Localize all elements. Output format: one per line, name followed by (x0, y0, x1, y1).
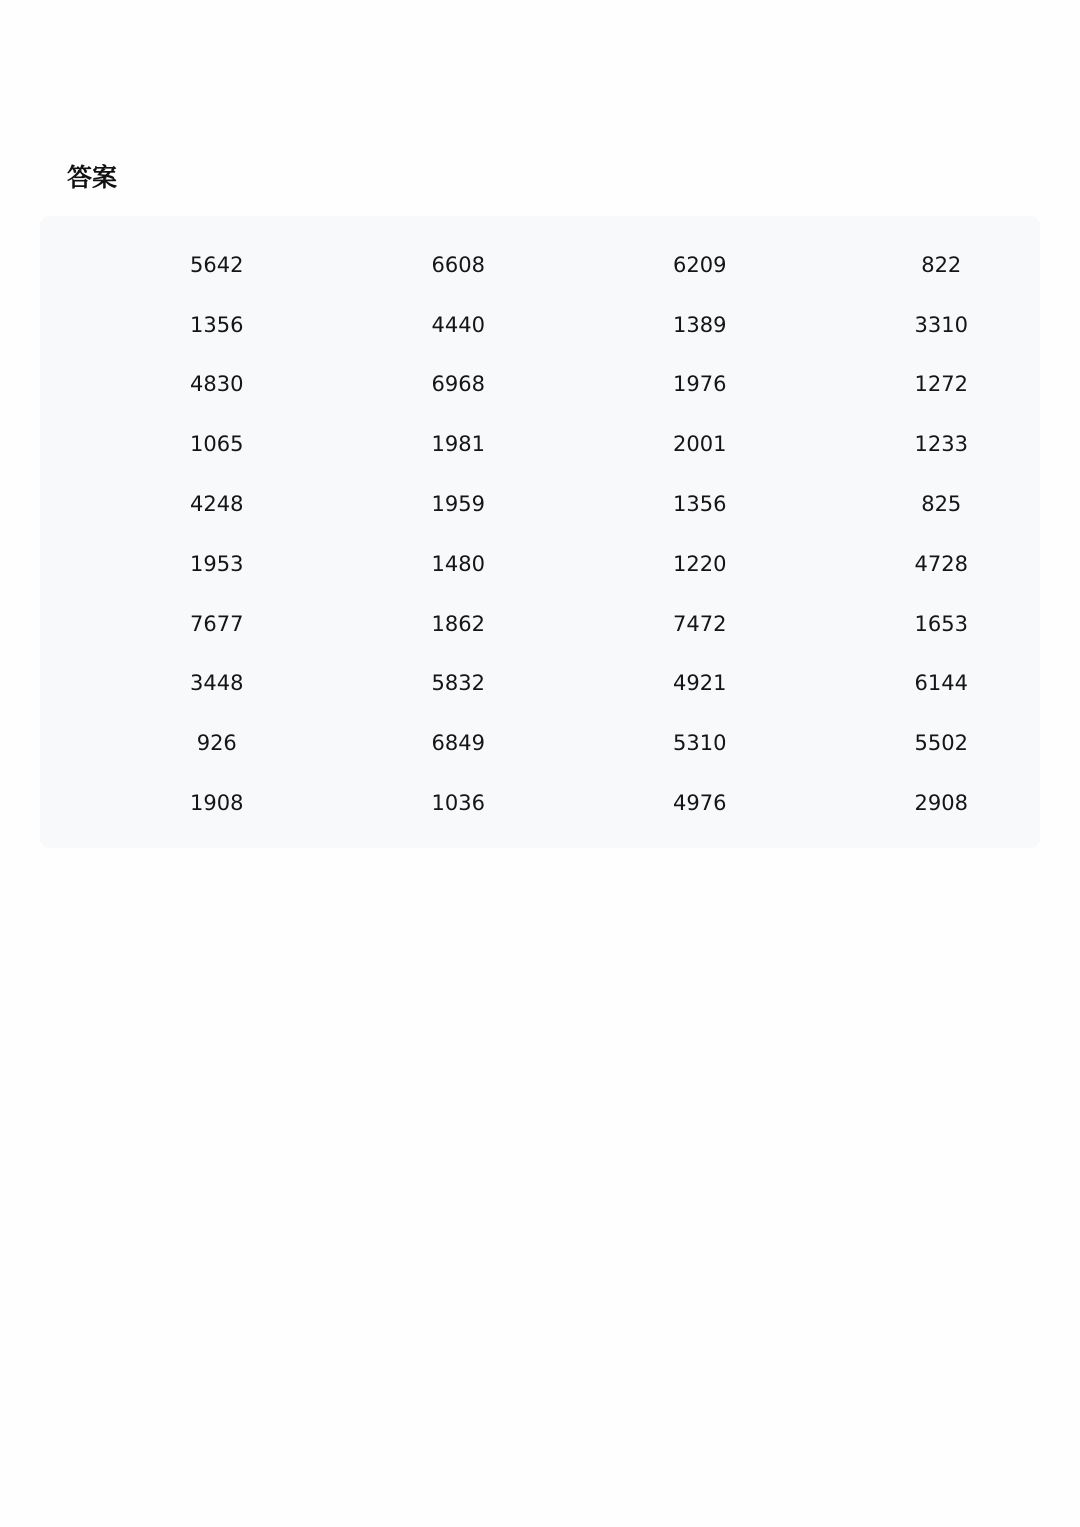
answer-cell-r3-c1: 4830 (190, 372, 244, 397)
answer-cell-r2-c4: 3310 (914, 312, 968, 337)
answer-cell-r4-c2: 1981 (431, 432, 485, 457)
answer-cell-r4-c1: 1065 (190, 432, 244, 457)
answer-cell-r4-c4: 1233 (914, 432, 968, 457)
answer-cell-r7-c1: 7677 (190, 611, 244, 636)
answer-cell-r8-c2: 5832 (431, 671, 485, 696)
answer-grid (96, 235, 1062, 833)
answer-cell-r1-c1: 5642 (190, 252, 244, 277)
answer-cell-r1-c2: 6608 (431, 252, 485, 277)
answer-cell-r1-c4: 822 (921, 252, 962, 277)
answer-cell-r3-c3: 1976 (673, 372, 727, 397)
answer-cell-r5-c4: 825 (921, 492, 962, 517)
answer-cell-r9-c2: 6849 (431, 731, 485, 756)
answer-cell-r6-c3: 1220 (673, 551, 727, 576)
answer-cell-r6-c4: 4728 (914, 551, 968, 576)
answer-cell-r8-c4: 6144 (914, 671, 968, 696)
answer-cell-r6-c2: 1480 (431, 551, 485, 576)
answer-cell-r3-c2: 6968 (431, 372, 485, 397)
answer-cell-r7-c3: 7472 (673, 611, 727, 636)
answer-cell-r8-c3: 4921 (673, 671, 727, 696)
answer-cell-r2-c2: 4440 (431, 312, 485, 337)
answer-heading: 答案 (67, 163, 118, 192)
answer-cell-r10-c4: 2908 (914, 791, 968, 816)
answer-cell-r5-c1: 4248 (190, 492, 244, 517)
answer-cell-r9-c1: 926 (196, 731, 237, 756)
answer-cell-r5-c2: 1959 (431, 492, 485, 517)
answer-cell-r10-c2: 1036 (431, 791, 485, 816)
answer-cell-r7-c2: 1862 (431, 611, 485, 636)
answer-cell-r9-c4: 5502 (914, 731, 968, 756)
answer-cell-r5-c3: 1356 (673, 492, 727, 517)
answer-cell-r4-c3: 2001 (673, 432, 727, 457)
answer-cell-r6-c1: 1953 (190, 551, 244, 576)
answer-cell-r1-c3: 6209 (673, 252, 727, 277)
answer-cell-r9-c3: 5310 (673, 731, 727, 756)
answer-cell-r2-c3: 1389 (673, 312, 727, 337)
answer-cell-r2-c1: 1356 (190, 312, 244, 337)
answer-panel (40, 216, 1040, 848)
answer-cell-r7-c4: 1653 (914, 611, 968, 636)
answer-cell-r3-c4: 1272 (914, 372, 968, 397)
answer-cell-r10-c3: 4976 (673, 791, 727, 816)
answer-cell-r8-c1: 3448 (190, 671, 244, 696)
answer-cell-r10-c1: 1908 (190, 791, 244, 816)
